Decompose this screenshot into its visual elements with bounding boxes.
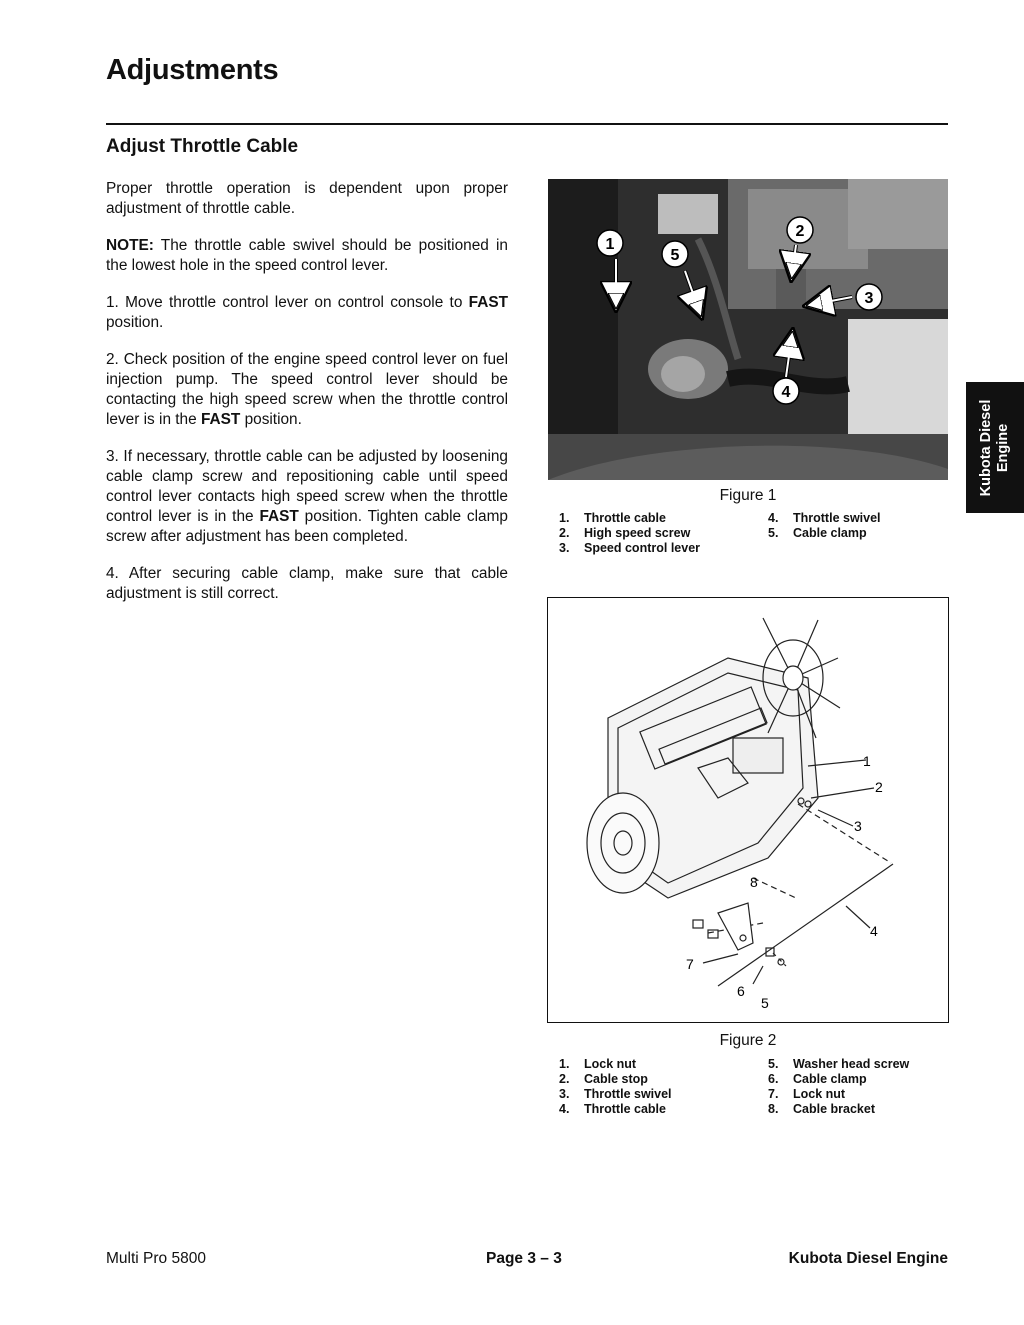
- callout-7: 7: [686, 956, 694, 972]
- svg-text:5: 5: [670, 247, 680, 264]
- section-title: Adjust Throttle Cable: [106, 136, 299, 157]
- callout-3: [856, 284, 882, 310]
- step-1: 1. Move throttle control lever on control console to FAST position.: [106, 294, 508, 331]
- legend-item: 1. Throttle cable: [559, 511, 666, 525]
- footer-page-number: Page 3 – 3: [486, 1250, 562, 1267]
- svg-text:1: 1: [605, 236, 615, 253]
- step-2: 2. Check position of the engine speed control lever on fuel injection pump. The speed control lever should be contacting the high speed screw when the throttle control lever is in the FAST position.: [106, 351, 508, 428]
- note-label: NOTE:: [106, 237, 154, 254]
- legend-item: 5. Cable clamp: [768, 526, 867, 540]
- chapter-tab-line1: Kubota Diesel: [978, 399, 994, 496]
- note-paragraph: NOTE: The throttle cable swivel should be positioned in the lowest hole in the speed control lever.: [106, 237, 508, 274]
- legend-item: 3. Speed control lever: [559, 541, 701, 555]
- legend-item: 1. Lock nut: [559, 1057, 637, 1071]
- callout-4: 4: [870, 923, 878, 939]
- legend-item: 4. Throttle swivel: [768, 511, 881, 525]
- footer-chapter: Kubota Diesel Engine: [788, 1250, 948, 1267]
- callout-1: 1: [863, 753, 871, 769]
- chapter-tab[interactable]: [966, 382, 1024, 513]
- title-divider: [106, 123, 948, 125]
- figure-1-caption: Figure 1: [719, 487, 777, 504]
- callout-2: [787, 217, 813, 243]
- step-4: 4. After securing cable clamp, make sure that cable adjustment is still correct.: [106, 565, 508, 602]
- figure-2-diagram: [547, 597, 949, 1023]
- intro-paragraph: Proper throttle operation is dependent upon proper adjustment of throttle cable.: [106, 180, 508, 217]
- svg-text:2: 2: [795, 223, 805, 240]
- legend-item: 8. Cable bracket: [768, 1102, 875, 1116]
- svg-text:4: 4: [781, 384, 791, 401]
- callout-6: 6: [737, 983, 745, 999]
- callout-1: [597, 230, 623, 256]
- legend-item: 7. Lock nut: [768, 1087, 846, 1101]
- footer-product: Multi Pro 5800: [106, 1250, 206, 1267]
- figure-2-caption: Figure 2: [719, 1032, 777, 1049]
- legend-item: 3. Throttle swivel: [559, 1087, 672, 1101]
- figure-1-photo: [548, 179, 948, 480]
- callout-8: 8: [750, 874, 758, 890]
- callout-4: [773, 378, 799, 404]
- legend-item: 6. Cable clamp: [768, 1072, 867, 1086]
- page-title: Adjustments: [106, 54, 279, 86]
- svg-text:3: 3: [864, 290, 874, 307]
- step-3: 3. If necessary, throttle cable can be adjusted by loosening cable clamp screw and repositioning cable until speed control lever contacts high speed screw when the throttle control lever is in the FAST position. Tighten cable clamp screw after adjustment has been completed.: [106, 448, 508, 545]
- callout-5: [662, 241, 688, 267]
- legend-item: 2. Cable stop: [559, 1072, 648, 1086]
- callout-2: 2: [875, 779, 883, 795]
- callout-3: 3: [854, 818, 862, 834]
- chapter-tab-line2: Engine: [995, 423, 1011, 472]
- callout-5: 5: [761, 995, 769, 1011]
- instructions-column: [106, 179, 508, 621]
- legend-item: 2. High speed screw: [559, 526, 691, 540]
- legend-item: 4. Throttle cable: [559, 1102, 666, 1116]
- legend-item: 5. Washer head screw: [768, 1057, 910, 1071]
